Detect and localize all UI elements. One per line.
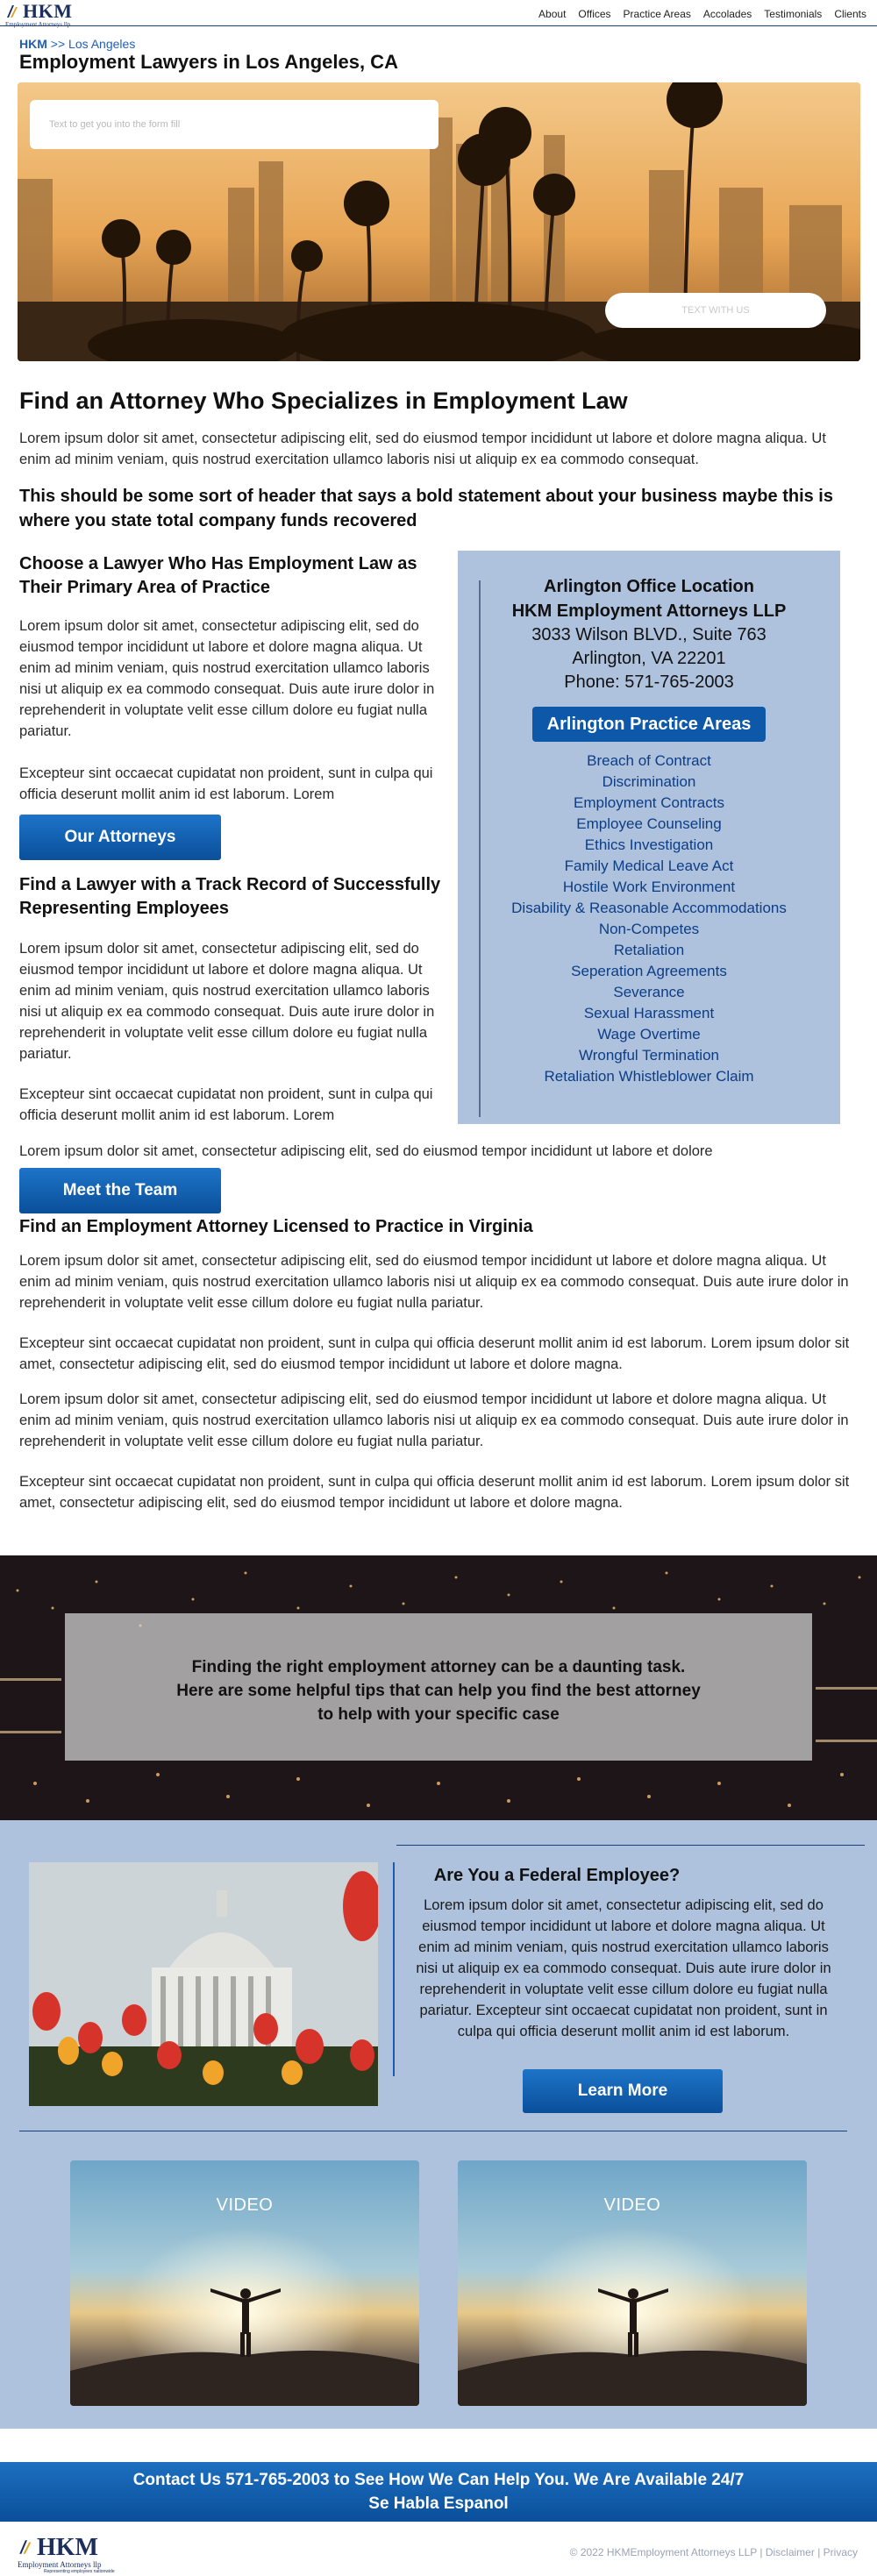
federal-top-rule (396, 1845, 865, 1846)
contact-line-1[interactable]: Contact Us 571-765-2003 to See How We Can Help You. We Are Available 24/7 (132, 2471, 745, 2489)
practice-area-link[interactable]: Employee Counseling (576, 815, 722, 832)
section3-p2: Excepteur sint occaecat cupidatat non proident, sunt in culpa qui officia deserunt mollit anim id est laborum. Lorem ipsum dolor sit amet, consectetur adipiscing elit, sed do eiusmod tempor incididunt ut labore et dolore magna. (19, 1335, 850, 1372)
footer-logo-sub: Employment Attorneys llp (18, 2560, 102, 2569)
section1-heading: Choose a Lawyer Who Has Employment Law as Their Primary Area of Practice (19, 554, 417, 597)
practice-area-link[interactable]: Retaliation Whistleblower Claim (544, 1068, 754, 1085)
our-attorneys-button[interactable]: Our Attorneys (19, 815, 221, 860)
practice-area-list (458, 751, 840, 1087)
capitol-tulips-icon (29, 1862, 378, 2106)
nav-accolades[interactable]: Accolades (702, 8, 752, 20)
section3-p3: Lorem ipsum dolor sit amet, consectetur adipiscing elit, sed do eiusmod tempor incididunt ut labore et dolore magna aliqua. Ut enim ad minim veniam, quis nostrud exercitation ullamco laboris nisi ut aliquip ex ea commodo consequat. Duis aute irure dolor in reprehenderit in voluptate velit esse cillum dolore eu fugiat nulla pariatur. (19, 1391, 849, 1449)
section2-heading: Find a Lawyer with a Track Record of Successfully Representing Employees (19, 875, 441, 918)
hero-banner (18, 82, 860, 361)
breadcrumb-current[interactable]: Los Angeles (68, 37, 136, 51)
office-city: Arlington, VA 22201 (572, 649, 726, 668)
office-title: Arlington Office Location (544, 577, 754, 596)
office-phone[interactable]: Phone: 571-765-2003 (564, 672, 734, 692)
video-thumbnail-2[interactable] (458, 2160, 807, 2406)
practice-area-link[interactable]: Wage Overtime (597, 1026, 701, 1042)
office-street: 3033 Wilson BLVD., Suite 763 (531, 625, 766, 644)
page-title: Employment Lawyers in Los Angeles, CA (19, 51, 398, 73)
logo-sub: Employment Attorneys llp (5, 21, 71, 28)
top-nav (0, 0, 877, 26)
practice-area-link[interactable]: Non-Competes (598, 921, 700, 937)
breadcrumb-separator: >> (50, 37, 66, 51)
section1-text2: Excepteur sint occaecat cupidatat non proident, sunt in culpa qui officia deserunt mollit anim id est laborum. Lorem (19, 765, 433, 802)
federal-divider (393, 1862, 395, 2076)
practice-area-link[interactable]: Ethics Investigation (584, 836, 714, 853)
practice-area-link[interactable]: Wrongful Termination (578, 1047, 719, 1064)
hero-form-input[interactable] (30, 100, 438, 149)
practice-area-link[interactable]: Retaliation (613, 942, 685, 958)
practice-area-link[interactable]: Employment Contracts (574, 794, 724, 811)
capitol-image (29, 1862, 378, 2106)
footer-logo-name: HKM (37, 2534, 98, 2561)
copyright (570, 2546, 858, 2558)
logo-name: HKM (23, 0, 73, 22)
main-menu (538, 8, 866, 20)
video-thumbnail-1[interactable] (70, 2160, 419, 2406)
practice-area-link[interactable]: Disability & Reasonable Accommodations (511, 900, 787, 916)
practice-area-link[interactable]: Discrimination (602, 773, 696, 790)
practice-area-link[interactable]: Family Medical Leave Act (564, 857, 734, 874)
nav-about[interactable]: About (538, 8, 567, 20)
nav-clients[interactable]: Clients (834, 8, 866, 20)
section3-heading: Find an Employment Attorney Licensed to Practice in Virginia (19, 1217, 533, 1236)
practice-area-link[interactable]: Sexual Harassment (583, 1005, 715, 1021)
footer-logo-tag: Representing employees nationwide (44, 2569, 115, 2574)
statement-heading: This should be some sort of header that says a bold statement about your business maybe this is where you state total company funds recovered (19, 487, 833, 530)
footer-sep: | (757, 2546, 766, 2558)
federal-title: Are You a Federal Employee? (433, 1866, 681, 1885)
tips-line-1: Finding the right employment attorney can be a daunting task. (191, 1658, 686, 1676)
learn-more-button[interactable]: Learn More (523, 2069, 723, 2113)
federal-section (0, 1820, 877, 2429)
copyright-text: © 2022 HKMEmployment Attorneys LLP (569, 2546, 758, 2558)
practice-area-link[interactable]: Severance (613, 984, 685, 1000)
logo-mark-icon (5, 4, 23, 19)
nav-offices[interactable]: Offices (578, 8, 611, 20)
tips-box (65, 1613, 812, 1761)
practice-area-link[interactable]: Breach of Contract (587, 752, 711, 769)
logo-mark-icon (18, 2537, 37, 2557)
logo[interactable] (5, 2, 102, 26)
section1-text1: Lorem ipsum dolor sit amet, consectetur adipiscing elit, sed do eiusmod tempor incididunt ut labore et dolore magna aliqua. Ut enim ad minim veniam, quis nostrud exercitation ullamco laboris nisi ut aliquip ex ea commodo consequat. Duis aute irure dolor in reprehenderit in voluptate velit esse cillum dolore eu fugiat nulla pariatur. (19, 618, 435, 739)
video-label-1: VIDEO (216, 2195, 274, 2215)
disclaimer-link[interactable]: Disclaimer (765, 2546, 815, 2558)
practice-area-link[interactable]: Hostile Work Environment (562, 879, 736, 895)
office-card (458, 551, 840, 1124)
section2-text1: Lorem ipsum dolor sit amet, consectetur adipiscing elit, sed do eiusmod tempor incididunt ut labore et dolore magna aliqua. Ut enim ad minim veniam, quis nostrud exercitation ullamco laboris nisi ut aliquip ex ea commodo consequat. Duis aute irure dolor in reprehenderit in voluptate velit esse cillum dolore eu fugiat nulla pariatur. (19, 941, 435, 1062)
practice-area-link[interactable]: Seperation Agreements (571, 963, 727, 979)
section2-text3: Lorem ipsum dolor sit amet, consectetur adipiscing elit, sed do eiusmod tempor incididunt ut labore et dolore (19, 1143, 713, 1159)
section3-p4: Excepteur sint occaecat cupidatat non proident, sunt in culpa qui officia deserunt mollit anim id est laborum. Lorem ipsum dolor sit amet, consectetur adipiscing elit, sed do eiusmod tempor incididunt ut labore et dolore magna. (19, 1474, 850, 1511)
contact-banner (0, 2462, 877, 2522)
office-firm: HKM Employment Attorneys LLP (511, 601, 787, 621)
meet-the-team-button[interactable]: Meet the Team (19, 1168, 221, 1213)
federal-text: Lorem ipsum dolor sit amet, consectetur adipiscing elit, sed do eiusmod tempor incididunt ut labore et dolore magna aliqua. Ut enim ad minim veniam, quis nostrud exercitation ullamco laboris nisi ut aliquip ex ea commodo consequat. Duis aute irure dolor in reprehenderit in voluptate velit esse cillum dolore eu fugiat nulla pariatur. Excepteur sint occaecat cupidatat non proident, sunt in culpa qui officia deserunt mollit anim id est laborum. (416, 1897, 831, 2039)
breadcrumb-home[interactable]: HKM (19, 37, 47, 51)
section2-text2: Excepteur sint occaecat cupidatat non proident, sunt in culpa qui officia deserunt mollit anim id est laborum. Lorem (19, 1086, 433, 1123)
footer-sep: | (814, 2546, 824, 2558)
tips-line-3: to help with your specific case (317, 1705, 560, 1724)
breadcrumb (19, 37, 135, 51)
tips-line-2: Here are some helpful tips that can help you find the best attorney (176, 1682, 701, 1700)
nav-practice-areas[interactable]: Practice Areas (623, 8, 691, 20)
tips-banner (0, 1555, 877, 1820)
text-with-us-button[interactable]: TEXT WITH US (605, 293, 826, 328)
intro-text: Lorem ipsum dolor sit amet, consectetur adipiscing elit, sed do eiusmod tempor incididunt ut labore et dolore magna aliqua. Ut enim ad minim veniam, quis nostrud exercitation ullamco laboris nisi ut aliquip ex ea commodo consequat. (19, 431, 826, 467)
footer-logo[interactable] (18, 2534, 140, 2574)
intro-heading: Find an Attorney Who Specializes in Employment Law (19, 388, 628, 414)
privacy-link[interactable]: Privacy (823, 2546, 858, 2558)
video-label-2: VIDEO (603, 2195, 661, 2215)
practice-areas-button[interactable]: Arlington Practice Areas (532, 707, 766, 742)
nav-testimonials[interactable]: Testimonials (764, 8, 823, 20)
section3-p1: Lorem ipsum dolor sit amet, consectetur adipiscing elit, sed do eiusmod tempor incididunt ut labore et dolore magna aliqua. Ut enim ad minim veniam, quis nostrud exercitation ullamco laboris nisi ut aliquip ex ea commodo consequat. Duis aute irure dolor in reprehenderit in voluptate velit esse cillum dolore eu fugiat nulla pariatur. (19, 1253, 849, 1311)
contact-line-2: Se Habla Espanol (368, 2494, 509, 2513)
